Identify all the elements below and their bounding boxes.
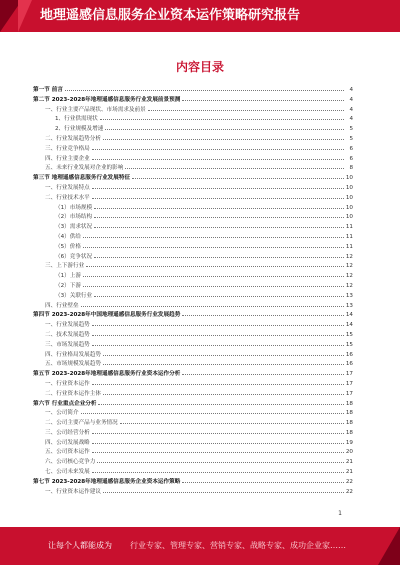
toc-entry-page: 15 <box>345 341 353 348</box>
toc-entry-label: 第一节 前言 <box>33 87 63 93</box>
toc-entry[interactable] <box>33 300 353 310</box>
footer-corner-decoration <box>378 527 400 565</box>
footer-slogan-right: 行业专家、管理专家、营销专家、战略专家、成功企业家…… <box>130 541 346 550</box>
header-title: 地理遥感信息服务企业资本运作策略研究报告 <box>40 8 301 23</box>
toc-entry-label: 五、市场规模发展趋势 <box>45 361 101 368</box>
toc-entry-page: 12 <box>345 282 353 289</box>
toc-entry-page: 10 <box>345 194 353 201</box>
toc-leader-dots <box>103 133 344 140</box>
toc-entry[interactable] <box>33 309 353 319</box>
toc-entry-label: （1）市场规模 <box>55 204 93 211</box>
toc-entry-page: 4 <box>349 96 353 103</box>
toc-entry-page: 4 <box>349 87 353 93</box>
toc-entry-page: 20 <box>345 449 353 456</box>
toc-leader-dots <box>83 231 344 238</box>
toc-entry-label: （3）关联行业 <box>55 292 93 299</box>
toc-entry[interactable] <box>33 153 353 163</box>
toc-leader-dots <box>182 368 344 375</box>
toc-leader-dots <box>92 192 344 199</box>
toc-entry-page: 14 <box>345 312 353 319</box>
toc-leader-dots <box>92 446 344 453</box>
toc-entry[interactable] <box>33 456 353 466</box>
toc-leader-dots <box>182 94 344 101</box>
toc-entry[interactable] <box>33 104 353 114</box>
toc-entry[interactable] <box>33 319 353 329</box>
toc-entry-page: 11 <box>345 243 353 250</box>
toc-entry-label: 二、行业发展趋势分析 <box>45 135 101 142</box>
toc-entry[interactable] <box>33 133 353 143</box>
toc-entry[interactable] <box>33 202 353 212</box>
toc-entry-label: （6）竞争状况 <box>55 253 93 260</box>
toc-entry[interactable] <box>33 407 353 417</box>
toc-entry-label: 第六节 行业重点企业分析 <box>33 400 97 407</box>
toc-entry-label: 一、行业资本运作建议 <box>45 488 101 495</box>
toc-leader-dots <box>100 113 344 120</box>
toc-entry[interactable] <box>33 466 353 476</box>
toc-entry-label: （4）供给 <box>55 233 81 240</box>
toc-leader-dots <box>98 398 344 405</box>
toc-entry-label: 四、公司发展战略 <box>45 439 90 446</box>
toc-leader-dots <box>92 329 344 336</box>
toc-entry-label: 三、市场发展趋势 <box>45 341 90 348</box>
toc-entry-label: 四、行业壁垒 <box>45 302 79 309</box>
toc-entry-label: 二、行业资本运作主体 <box>45 390 101 397</box>
toc-entry-label: 一、行业主要产品现状、市场需求及前景 <box>45 106 146 113</box>
toc-entry-page: 12 <box>345 263 353 270</box>
toc-entry[interactable] <box>33 398 353 408</box>
toc-leader-dots <box>92 378 344 385</box>
toc-entry-label: （5）价格 <box>55 243 81 250</box>
toc-entry[interactable] <box>33 388 353 398</box>
toc-entry[interactable] <box>33 368 353 378</box>
toc-entry-page: 22 <box>345 488 353 495</box>
toc-entry-label: 一、公司简介 <box>45 410 79 417</box>
toc-entry[interactable] <box>33 84 353 94</box>
toc-entry-label: 六、公司核心竞争力 <box>45 459 96 466</box>
toc-entry-page: 15 <box>345 331 353 338</box>
toc-entry-page: 5 <box>349 126 353 133</box>
toc-entry-label: 第二节 2023-2028年地理遥感信息服务行业发展前景预测 <box>33 96 181 103</box>
toc-entry-label: （1）上游 <box>55 273 81 280</box>
toc-leader-dots <box>182 309 344 316</box>
toc-entry-label: （2）市场结构 <box>55 214 93 221</box>
toc-entry-label: 三、公司经营分析 <box>45 429 90 436</box>
toc-leader-dots <box>92 153 344 160</box>
toc-entry-page: 17 <box>345 390 353 397</box>
toc-entry-label: 二、行业技术水平 <box>45 194 90 201</box>
toc-entry[interactable] <box>33 417 353 427</box>
toc-entry-label: （3）需求状况 <box>55 224 93 231</box>
header-corner-decoration-light <box>18 0 32 32</box>
footer-slogan-left: 让每个人都能成为 <box>48 541 112 550</box>
toc-entry-label: 四、行业主要企业 <box>45 155 90 162</box>
toc-entry-page: 12 <box>345 273 353 280</box>
toc-entry-page: 11 <box>345 224 353 231</box>
toc-entry-page: 17 <box>345 371 353 378</box>
toc-leader-dots <box>81 407 344 414</box>
toc-leader-dots <box>81 300 344 307</box>
toc-entry[interactable] <box>33 182 353 192</box>
toc-entry-page: 17 <box>345 380 353 387</box>
table-of-contents <box>33 84 353 495</box>
toc-entry-page: 6 <box>349 155 353 162</box>
toc-entry-label: 三、上下游行业 <box>45 263 85 270</box>
toc-entry-page: 11 <box>345 233 353 240</box>
toc-entry[interactable] <box>33 162 353 172</box>
toc-entry[interactable] <box>33 251 353 261</box>
toc-leader-dots <box>94 211 344 218</box>
toc-entry-page: 13 <box>345 292 353 299</box>
toc-leader-dots <box>182 476 344 483</box>
toc-entry-label: 第四节 2023-2028年中国地理遥感信息服务行业发展趋势 <box>33 312 181 319</box>
toc-entry[interactable] <box>33 211 353 221</box>
toc-entry[interactable] <box>33 113 353 123</box>
toc-entry-page: 10 <box>345 175 353 182</box>
toc-entry-label: 一、行业发展特点 <box>45 184 90 191</box>
toc-entry-label: 四、行业格局发展趋势 <box>45 351 101 358</box>
toc-entry-page: 18 <box>345 400 353 407</box>
toc-entry[interactable] <box>33 270 353 280</box>
toc-entry[interactable] <box>33 143 353 153</box>
toc-entry[interactable] <box>33 290 353 300</box>
footer-banner <box>0 527 400 565</box>
toc-entry-page: 10 <box>345 214 353 221</box>
toc-entry-page: 16 <box>345 361 353 368</box>
toc-entry[interactable] <box>33 427 353 437</box>
toc-leader-dots <box>86 260 344 267</box>
toc-entry-page: 18 <box>345 420 353 427</box>
toc-entry[interactable] <box>33 260 353 270</box>
toc-leader-dots <box>120 417 344 424</box>
toc-leader-dots <box>103 358 344 365</box>
toc-entry-label: 2、行业规模及增速 <box>55 126 104 133</box>
toc-entry[interactable] <box>33 358 353 368</box>
toc-entry[interactable] <box>33 123 353 133</box>
toc-leader-dots <box>65 84 344 91</box>
toc-entry[interactable] <box>33 329 353 339</box>
toc-leader-dots <box>92 319 344 326</box>
toc-entry[interactable] <box>33 437 353 447</box>
toc-entry[interactable] <box>33 221 353 231</box>
toc-leader-dots <box>94 221 344 228</box>
toc-entry-page: 4 <box>349 116 353 123</box>
toc-entry-page: 10 <box>345 184 353 191</box>
toc-entry[interactable] <box>33 172 353 182</box>
toc-leader-dots <box>132 172 344 179</box>
toc-entry-label: 1、行业供需现状 <box>55 116 98 123</box>
toc-entry-page: 4 <box>349 106 353 113</box>
toc-leader-dots <box>148 104 344 111</box>
toc-leader-dots <box>83 270 344 277</box>
toc-entry-label: （2）下游 <box>55 282 81 289</box>
toc-leader-dots <box>92 437 344 444</box>
toc-entry[interactable] <box>33 280 353 290</box>
toc-entry-label: 二、技术发展趋势 <box>45 331 90 338</box>
toc-entry-label: 五、公司资本运作 <box>45 449 90 456</box>
toc-entry[interactable] <box>33 231 353 241</box>
toc-entry-label: 五、未来行业发展对企业的影响 <box>45 165 124 172</box>
toc-entry-page: 12 <box>345 253 353 260</box>
toc-entry-page: 21 <box>345 469 353 476</box>
toc-entry[interactable] <box>33 349 353 359</box>
toc-entry[interactable] <box>33 94 353 104</box>
toc-entry-page: 8 <box>349 165 353 172</box>
toc-title: 内容目录 <box>175 60 224 74</box>
toc-entry-page: 22 <box>345 478 353 485</box>
toc-entry-page: 18 <box>345 429 353 436</box>
toc-leader-dots <box>92 466 344 473</box>
toc-entry[interactable] <box>33 446 353 456</box>
toc-entry-page: 16 <box>345 351 353 358</box>
toc-entry-page: 19 <box>345 439 353 446</box>
toc-entry-page: 21 <box>345 459 353 466</box>
toc-leader-dots <box>125 162 344 169</box>
toc-leader-dots <box>92 339 344 346</box>
toc-entry-page: 10 <box>345 204 353 211</box>
toc-entry[interactable] <box>33 339 353 349</box>
toc-leader-dots <box>83 241 344 248</box>
toc-leader-dots <box>92 427 344 434</box>
toc-entry[interactable] <box>33 486 353 496</box>
toc-leader-dots <box>94 251 344 258</box>
toc-entry-label: 一、行业资本运作 <box>45 380 90 387</box>
toc-entry-label: 七、公司未来发展 <box>45 469 90 476</box>
toc-entry[interactable] <box>33 378 353 388</box>
toc-leader-dots <box>97 456 344 463</box>
toc-entry-page: 18 <box>345 410 353 417</box>
toc-leader-dots <box>94 290 344 297</box>
toc-leader-dots <box>83 280 344 287</box>
toc-entry-label: 第三节 地理遥感信息服务行业发展特征 <box>33 175 131 182</box>
toc-entry-page: 5 <box>349 135 353 142</box>
toc-entry-label: 第七节 2023-2028年地理遥感信息服务企业资本运作策略 <box>33 478 181 485</box>
toc-leader-dots <box>105 123 344 130</box>
toc-entry[interactable] <box>33 241 353 251</box>
toc-leader-dots <box>103 486 344 493</box>
toc-entry-page: 13 <box>345 302 353 309</box>
toc-entry[interactable] <box>33 192 353 202</box>
toc-leader-dots <box>103 349 344 356</box>
toc-entry-label: 第五节 2023-2028年地理遥感信息服务行业资本运作分析 <box>33 371 181 378</box>
toc-leader-dots <box>92 143 344 150</box>
toc-entry[interactable] <box>33 476 353 486</box>
toc-leader-dots <box>94 202 344 209</box>
toc-leader-dots <box>103 388 344 395</box>
header-banner <box>0 0 400 32</box>
toc-entry-label: 三、行业竞争格局 <box>45 145 90 152</box>
toc-entry-page: 14 <box>345 322 353 329</box>
page-number: 1 <box>338 510 342 517</box>
toc-leader-dots <box>92 182 344 189</box>
toc-entry-label: 二、公司主要产品与业务情况 <box>45 420 118 427</box>
toc-entry-page: 6 <box>349 145 353 152</box>
toc-entry-label: 一、行业发展趋势 <box>45 322 90 329</box>
